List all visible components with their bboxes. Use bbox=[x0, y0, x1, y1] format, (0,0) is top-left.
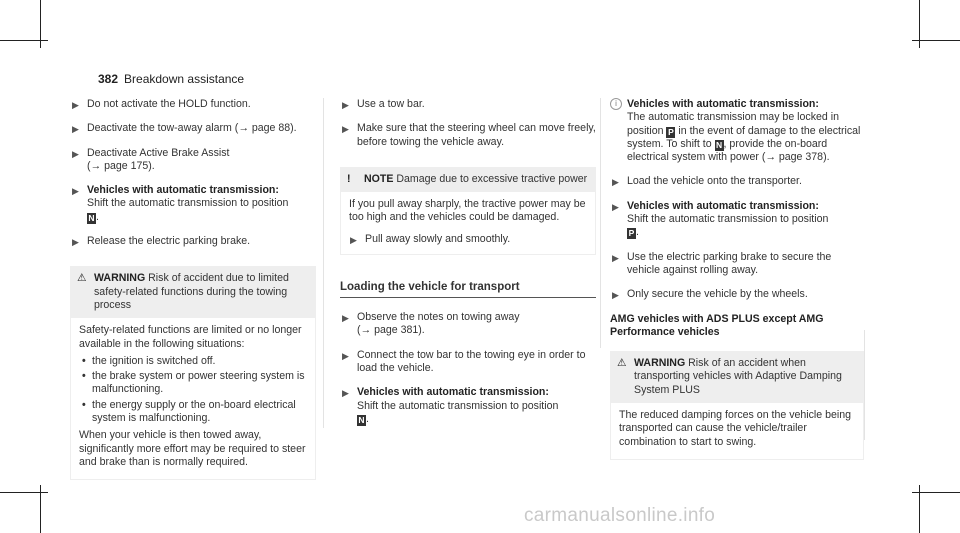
list-item: ▶ Use the electric parking brake to secure the vehicle against rolling away. bbox=[612, 250, 832, 276]
list-item: ▶ Deactivate Active Brake Assist (→ page 175). bbox=[72, 146, 230, 172]
list-item: ▶ Pull away slowly and smoothly. bbox=[349, 233, 587, 246]
bullet-arrow-icon: ▶ bbox=[342, 350, 349, 361]
column-1 bbox=[70, 98, 316, 494]
warning-box bbox=[70, 266, 316, 480]
crop-mark bbox=[912, 40, 960, 41]
list-item: • the ignition is switched off. bbox=[82, 354, 216, 367]
list-item: • the brake system or power steering system is malfunctioning. bbox=[82, 370, 305, 396]
list-item: ▶ Vehicles with automatic transmission: Shift the automatic transmission to position N. bbox=[342, 386, 559, 425]
bullet-arrow-icon: ▶ bbox=[350, 234, 357, 245]
info-note: i Vehicles with automatic transmission: The automatic transmission may be locked in position P in the event of damage to the electrical system. To shift to N, provide the on-board electrical system with power (→ page 378). bbox=[610, 98, 864, 164]
bullet-arrow-icon: ▶ bbox=[612, 290, 619, 301]
crop-mark bbox=[0, 492, 48, 493]
bullet-arrow-icon: ▶ bbox=[612, 201, 619, 212]
warning-header: ⚠ WARNING Risk of an accident when transporting vehicles with Adaptive Damping System PLUS bbox=[610, 351, 864, 402]
note-box bbox=[340, 167, 596, 255]
bullet-arrow-icon: ▶ bbox=[72, 100, 79, 110]
bullet-arrow-icon: ▶ bbox=[72, 186, 79, 197]
gear-key-n: N bbox=[715, 139, 723, 150]
bullet-arrow-icon: ▶ bbox=[72, 124, 79, 135]
list-item: ▶ Vehicles with automatic transmission: Shift the automatic transmission to position P . bbox=[612, 199, 829, 239]
list-item: ▶ Do not activate the HOLD function. bbox=[70, 98, 316, 111]
column-3 bbox=[610, 98, 864, 474]
list-item: ▶ Connect the tow bar to the towing eye in order to load the vehicle. bbox=[342, 348, 586, 374]
warning-body: Safety-related functions are limited or no longer available in the following situations: • the ignition is switched off. • the brake system or power steering system is malfunctioning. • the energy supply or the on-board electrical system is malfunctioning. When your vehicle is then towed away, significantly more effort may be required to steer and brake than is normally required. bbox=[70, 317, 316, 480]
warning-body: The reduced damping forces on the vehicle being transported can cause the vehicle/trailer combination to start to swing. bbox=[610, 402, 864, 460]
list-item: ▶ Observe the notes on towing away (→ page 381). bbox=[342, 311, 520, 337]
list-item: • the energy supply or the on-board electrical system is malfunctioning. bbox=[82, 398, 296, 425]
list-item: ▶ Release the electric parking brake. bbox=[70, 235, 316, 248]
info-icon: i bbox=[610, 98, 622, 110]
bullet-arrow-icon: ▶ bbox=[342, 124, 349, 135]
exclamation-icon: ! bbox=[347, 172, 351, 185]
bullet-arrow-icon: ▶ bbox=[72, 237, 79, 248]
bullet-arrow-icon: ▶ bbox=[612, 177, 619, 188]
warning-header: ⚠ WARNING Risk of accident due to limited safety-related functions during the towing process bbox=[70, 266, 316, 317]
page-header bbox=[98, 72, 244, 86]
list-item: ▶ Only secure the vehicle by the wheels. bbox=[610, 288, 864, 301]
watermark: carmanualsonline.info bbox=[524, 505, 716, 526]
bullet-arrow-icon: ▶ bbox=[342, 388, 349, 399]
bullet-arrow-icon: ▶ bbox=[342, 100, 349, 110]
crop-mark bbox=[912, 492, 960, 493]
bullet-arrow-icon: ▶ bbox=[612, 252, 619, 263]
gear-key-p: P bbox=[668, 126, 674, 137]
crop-mark bbox=[0, 40, 48, 41]
page-number: 382 bbox=[98, 72, 119, 86]
gear-key-n: N bbox=[88, 212, 95, 223]
list-item: ▶ Deactivate the tow-away alarm (→ page 88). bbox=[70, 122, 316, 135]
list-item: ▶ Make sure that the steering wheel can move freely, before towing the vehicle away. bbox=[342, 122, 596, 148]
column-divider bbox=[600, 98, 601, 348]
subsection-title: AMG vehicles with ADS PLUS except AMG Performance vehicles bbox=[610, 312, 824, 338]
gear-key-n: N bbox=[358, 414, 365, 425]
list-item: ▶ Vehicles with automatic transmission: Shift the automatic transmission to position N. bbox=[72, 184, 289, 223]
warning-triangle-icon: ⚠ bbox=[77, 272, 87, 285]
list-item: ▶ Use a tow bar. bbox=[340, 98, 596, 111]
note-header: ! NOTE Damage due to excessive tractive power bbox=[340, 167, 596, 191]
column-2 bbox=[340, 98, 596, 437]
section-name: Breakdown assistance bbox=[124, 72, 245, 86]
note-body: If you pull away sharply, the tractive power may be too high and the vehicles could be damaged. ▶ Pull away slowly and smoothly. bbox=[340, 191, 596, 255]
column-divider bbox=[864, 330, 865, 440]
section-title: Loading the vehicle for transport bbox=[340, 281, 596, 298]
column-divider bbox=[323, 98, 324, 428]
bullet-arrow-icon: ▶ bbox=[342, 313, 349, 324]
list-item: ▶ Load the vehicle onto the transporter. bbox=[610, 175, 864, 188]
bullet-arrow-icon: ▶ bbox=[72, 148, 79, 159]
gear-key-p: P bbox=[628, 228, 635, 239]
warning-triangle-icon: ⚠ bbox=[617, 357, 627, 370]
warning-box bbox=[610, 351, 864, 460]
